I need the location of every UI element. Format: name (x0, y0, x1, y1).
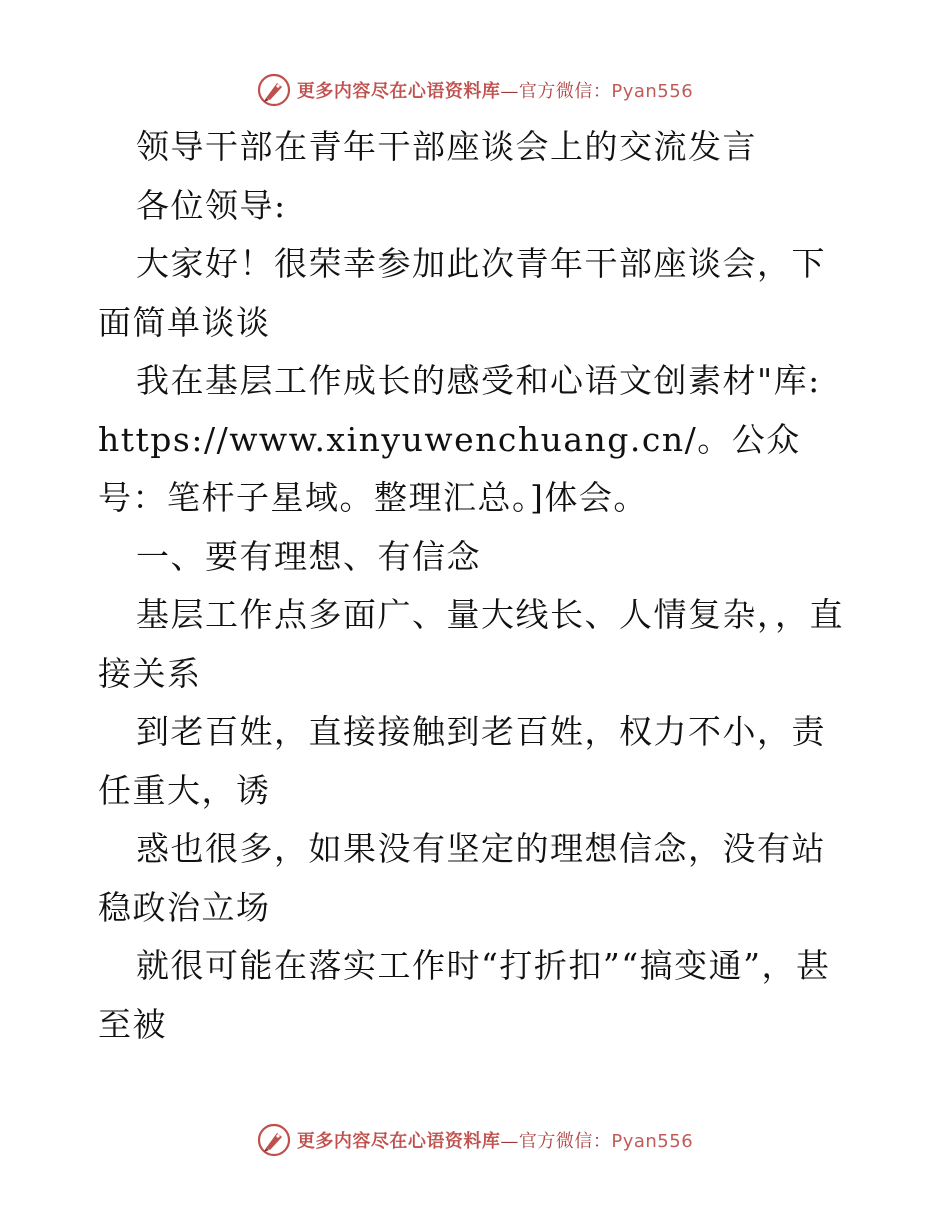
salutation: 各位领导: (136, 185, 287, 225)
paragraph: 惑也很多，如果没有坚定的理想信念，没有站稳政治立场 (98, 829, 826, 927)
header-banner-main: 更多内容尽在心语资料库 (296, 81, 501, 102)
header-banner-text (297, 77, 693, 103)
header-banner-account: Pyan556 (611, 81, 694, 102)
footer-banner-wechat-label: 官方微信： (518, 1131, 612, 1152)
footer-banner-text (297, 1127, 693, 1153)
paragraph: 大家好！很荣幸参加此次青年干部座谈会，下面简单谈谈 (98, 244, 826, 342)
header-banner-separator: — (500, 81, 519, 102)
paragraph: 到老百姓，直接接触到老百姓，权力不小，责任重大，诱 (98, 712, 826, 810)
document-title: 领导干部在青年干部座谈会上的交流发言 (136, 127, 757, 166)
footer-banner-separator: — (500, 1131, 519, 1152)
header-banner (0, 70, 950, 110)
paragraph: 基层工作点多面广、量大线长、人情复杂，，直接关系 (98, 595, 844, 693)
footer-banner-account: Pyan556 (611, 1131, 694, 1152)
pen-nib-logo-icon (257, 1123, 291, 1157)
paragraph: 就很可能在落实工作时“打折扣”“搞变通”，甚至被 (98, 946, 831, 1044)
footer-banner-main: 更多内容尽在心语资料库 (296, 1131, 501, 1152)
footer-banner (0, 1120, 950, 1160)
section-heading: 一、要有理想、有信念 (136, 536, 481, 576)
pen-nib-logo-icon (257, 73, 291, 107)
document-body (98, 118, 854, 1054)
header-banner-wechat-label: 官方微信： (518, 81, 612, 102)
paragraph: 我在基层工作成长的感受和心语文创素材"库: https://www.xinyuwenchuang.cn/。公众号：笔杆子星域。整理汇总。]体会。 (98, 361, 821, 517)
